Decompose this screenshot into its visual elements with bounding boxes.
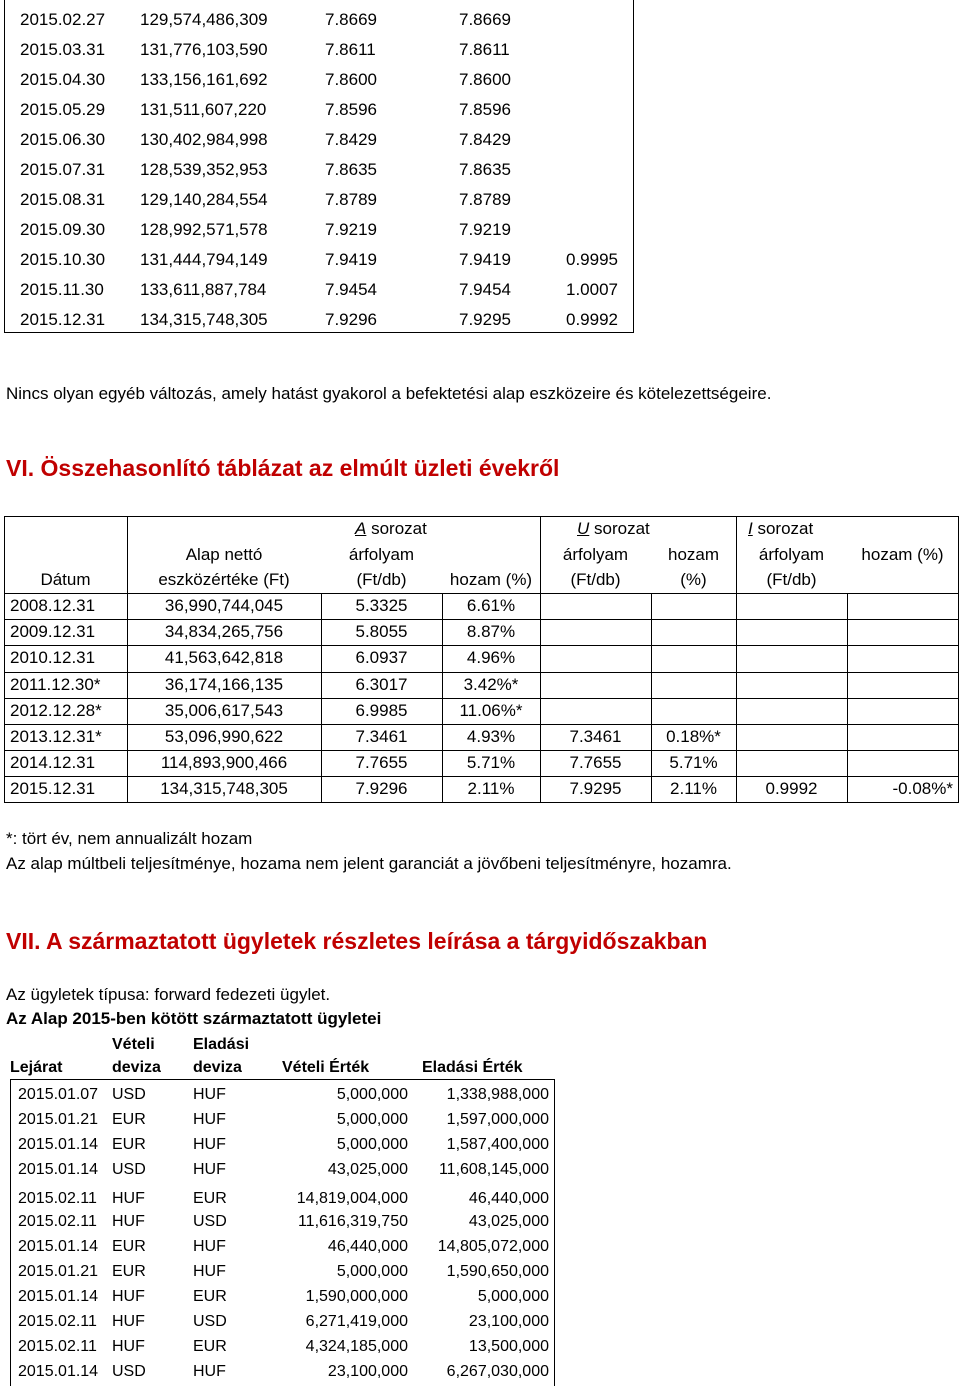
table-cell: 2015.02.27 [20,10,106,29]
table-cell: 5.8055 [355,622,408,641]
table-cell: 7.8429 [325,130,377,149]
table-cell: 43,025,000 [468,1213,549,1230]
table-cell: 2015.08.31 [20,190,106,209]
table-cell: 129,140,284,554 [140,190,268,209]
table-cell: 2015.01.14 [18,1238,99,1255]
table-cell: EUR [193,1288,227,1305]
row-divider [4,698,958,699]
table-cell: 7.7655 [355,753,408,772]
table-cell: 0.9995 [566,250,618,269]
table-cell: 7.9454 [459,280,511,299]
table-cell: HUF [193,1111,226,1128]
table-cell: 2015.04.30 [20,70,106,89]
table-cell: 134,315,748,305 [160,779,288,798]
header-i-arfolyam-1: árfolyam [758,545,825,564]
table-cell: EUR [112,1238,146,1255]
table-cell: 6,267,030,000 [446,1363,549,1380]
table-cell: 131,444,794,149 [140,250,268,269]
table-cell: 2015.02.11 [18,1190,97,1207]
table-cell: 2015.09.30 [20,220,106,239]
table-cell: 7.8669 [459,10,511,29]
header-u-hozam-1: hozam [667,545,720,564]
table-cell: 2015.06.30 [20,130,106,149]
header-u-hozam-2: (%) [680,570,707,589]
table-cell: 2014.12.31 [10,753,96,772]
table-cell: 5,000,000 [336,1086,408,1103]
table-cell: 53,096,990,622 [164,727,284,746]
table-cell: 133,156,161,692 [140,70,268,89]
table-cell: 2015.01.14 [18,1363,99,1380]
header-i-hozam: hozam (%) [861,545,944,564]
table-cell: 3.42%* [463,675,519,694]
table-cell: 7.8611 [325,40,376,59]
table-cell: EUR [193,1190,227,1207]
table-cell: 2011.12.30* [10,675,101,694]
table-cell: 2015.01.21 [18,1263,99,1280]
frame-bottom [4,802,958,803]
table-cell: 7.9219 [325,220,377,239]
table-cell: HUF [193,1263,226,1280]
table-cell: 6,271,419,000 [305,1313,408,1330]
table-cell: 35,006,617,543 [164,701,284,720]
row-divider [4,672,958,673]
header-lejarat: Lejárat [10,1059,63,1076]
frame-right [554,1079,555,1386]
table-cell: 11,608,145,000 [438,1161,549,1178]
table-cell: 2015.01.14 [18,1288,99,1305]
series-u-label: U sorozat [577,519,650,538]
header-eladasi-2: deviza [193,1059,242,1076]
table-cell: 1.0007 [566,280,618,299]
row-divider [4,619,958,620]
table-cell: 7.8429 [459,130,511,149]
table-cell: HUF [193,1086,226,1103]
note-no-change: Nincs olyan egyéb változás, amely hatást gyakorol a befektetési alap eszközeire és kötelezettségeire. [6,384,772,403]
header-a-arfolyam-2: (Ft/db) [356,570,407,589]
table-cell: USD [112,1086,146,1103]
table-cell: 2010.12.31 [10,648,96,667]
table-cell: EUR [112,1263,146,1280]
table-cell: 1,590,650,000 [446,1263,549,1280]
table-cell: HUF [112,1313,145,1330]
table-cell: 7.9295 [459,310,511,329]
table-cell: 6.61% [466,596,516,615]
table-cell: 2015.10.30 [20,250,106,269]
series-i-label: I sorozat [748,519,814,538]
table-cell: 5,000,000 [336,1136,408,1153]
table-cell: 7.8596 [459,100,511,119]
table-cell: 133,611,887,784 [140,280,267,299]
table-cell: 2015.03.31 [20,40,106,59]
table-cell: 11.06%* [459,701,523,720]
footnote-disclaimer: Az alap múltbeli teljesítménye, hozama nem jelent garanciát a jövőbeni teljesítményre, hozamra. [6,854,732,873]
table-cell: 4.96% [466,648,516,667]
table-cell: 2.11% [670,779,717,798]
table-cell: 7.8635 [325,160,377,179]
table-cell: USD [193,1213,227,1230]
header-alap-2: eszközértéke (Ft) [158,570,290,589]
table-cell: 2015.01.21 [18,1111,99,1128]
table-cell: 0.18%* [666,727,721,746]
header-u-arfolyam-1: árfolyam [562,545,629,564]
table-cell: 2013.12.31* [10,727,102,746]
table-cell: 6.0937 [355,648,408,667]
footnote-partial-year: *: tört év, nem annualizált hozam [6,829,253,848]
table-cell: 23,100,000 [468,1313,549,1330]
derivatives-subheading: Az Alap 2015-ben kötött származtatott ügyletei [6,1009,382,1028]
row-divider [4,750,958,751]
table-cell: 5,000,000 [477,1288,549,1305]
table-cell: EUR [112,1111,146,1128]
table-cell: 11,616,319,750 [297,1213,408,1230]
table-cell: 1,597,000,000 [446,1111,549,1128]
table-cell: 5,000,000 [336,1111,408,1128]
table-cell: 2008.12.31 [10,596,96,615]
header-alap-1: Alap nettó [185,545,263,564]
header-i-arfolyam-2: (Ft/db) [766,570,817,589]
frame-right [958,516,959,803]
deal-type-line: Az ügyletek típusa: forward fedezeti ügylet. [6,985,331,1004]
table-cell: 7.9419 [325,250,377,269]
table-cell: 131,511,607,220 [140,100,267,119]
table-cell: 2009.12.31 [10,622,96,641]
table-cell: 131,776,103,590 [140,40,268,59]
table-border-left [4,0,5,333]
header-a-hozam: hozam (%) [449,570,533,589]
table-cell: 2012.12.28* [10,701,102,720]
row-divider [4,724,958,725]
table-cell: 2015.02.11 [18,1338,97,1355]
table-cell: 7.9296 [355,779,408,798]
table-cell: 6.9985 [355,701,408,720]
table-cell: 5,000,000 [336,1263,408,1280]
table-cell: 128,539,352,953 [140,160,268,179]
table-cell: 134,315,748,305 [140,310,268,329]
table-cell: 2015.11.30 [20,280,104,299]
header-datum: Dátum [40,570,91,589]
table-cell: 4.93% [466,727,516,746]
table-cell: 5.3325 [355,596,408,615]
section-6-heading: VI. Összehasonlító táblázat az elmúlt üzleti évekről [6,455,560,481]
table-cell: 7.9219 [459,220,511,239]
table-cell: 7.8611 [459,40,510,59]
header-u-arfolyam-2: (Ft/db) [570,570,621,589]
table-cell: 7.8669 [325,10,377,29]
table-cell: 7.9296 [325,310,377,329]
table-cell: 2015.02.11 [18,1213,97,1230]
table-cell: 5.71% [466,753,516,772]
table-cell: -0.08%* [892,779,953,798]
table-cell: HUF [193,1363,226,1380]
series-a-label: A sorozat [355,519,427,538]
table-cell: 114,893,900,466 [160,753,288,772]
table-cell: 7.8635 [459,160,511,179]
table-border-bottom [4,332,634,333]
frame-left [4,516,5,803]
table-cell: 36,990,744,045 [164,596,284,615]
table-cell: 2015.12.31 [20,310,106,329]
header-a-arfolyam-1: árfolyam [348,545,415,564]
table-cell: 4,324,185,000 [305,1338,408,1355]
table-cell: 0.9992 [765,779,818,798]
table-cell: 7.8600 [325,70,377,89]
table-cell: 2.11% [467,779,515,798]
table-cell: 7.7655 [569,753,622,772]
header-veteli-ertek: Vételi Érték [282,1059,370,1076]
table-cell: HUF [112,1190,145,1207]
table-cell: 1,587,400,000 [446,1136,549,1153]
table-cell: 7.8596 [325,100,377,119]
table-cell: 7.9419 [459,250,511,269]
table-cell: 36,174,166,135 [164,675,284,694]
table-cell: 23,100,000 [327,1363,408,1380]
header-eladasi-1: Eladási [193,1036,250,1053]
table-cell: 2015.02.11 [18,1313,97,1330]
table-cell: USD [112,1161,146,1178]
table-cell: USD [112,1363,146,1380]
table-cell: 2015.05.29 [20,100,106,119]
table-border-right [633,0,634,333]
table-cell: HUF [193,1238,226,1255]
table-cell: 46,440,000 [327,1238,408,1255]
table-cell: 7.8789 [459,190,511,209]
section-7-heading: VII. A származtatott ügyletek részletes leírása a tárgyidőszakban [6,928,708,954]
table-cell: 7.8600 [459,70,511,89]
header-sep [4,593,958,594]
table-cell: EUR [112,1136,146,1153]
table-cell: 2015.07.31 [20,160,106,179]
table-cell: 1,590,000,000 [305,1288,408,1305]
table-cell: 130,402,984,998 [140,130,268,149]
table-cell: 2015.01.14 [18,1136,99,1153]
table-cell: 14,819,004,000 [296,1190,408,1207]
table-cell: 7.9295 [569,779,622,798]
table-cell: 7.9454 [325,280,377,299]
table-cell: USD [193,1313,227,1330]
frame-top [10,1079,555,1080]
row-divider [4,645,958,646]
table-cell: 1,338,988,000 [446,1086,549,1103]
table-cell: 0.9992 [566,310,618,329]
table-cell: 7.8789 [325,190,377,209]
table-cell: 43,025,000 [327,1161,408,1178]
table-cell: 2015.12.31 [10,779,96,798]
table-cell: HUF [112,1213,145,1230]
table-cell: HUF [112,1338,145,1355]
header-eladasi-ertek: Eladási Érték [422,1059,523,1076]
table-cell: 2015.01.14 [18,1161,99,1178]
table-cell: EUR [193,1338,227,1355]
header-veteli-1: Vételi [112,1036,155,1053]
table-cell: HUF [193,1136,226,1153]
table-cell: 2015.01.07 [18,1086,99,1103]
header-veteli-2: deviza [112,1059,161,1076]
frame-left [10,1079,11,1386]
table-cell: 46,440,000 [468,1190,549,1207]
table-cell: 41,563,642,818 [164,648,284,667]
table-cell: 14,805,072,000 [437,1238,549,1255]
frame-top [4,516,958,517]
table-cell: 129,574,486,309 [140,10,268,29]
table-cell: 7.3461 [569,727,622,746]
table-cell: HUF [112,1288,145,1305]
table-cell: 34,834,265,756 [164,622,284,641]
table-cell: 6.3017 [355,675,408,694]
table-cell: 5.71% [669,753,718,772]
table-cell: 13,500,000 [468,1338,549,1355]
table-cell: 8.87% [466,622,516,641]
table-cell: 7.3461 [355,727,408,746]
row-divider [4,776,958,777]
table-cell: HUF [193,1161,226,1178]
table-cell: 128,992,571,578 [140,220,268,239]
